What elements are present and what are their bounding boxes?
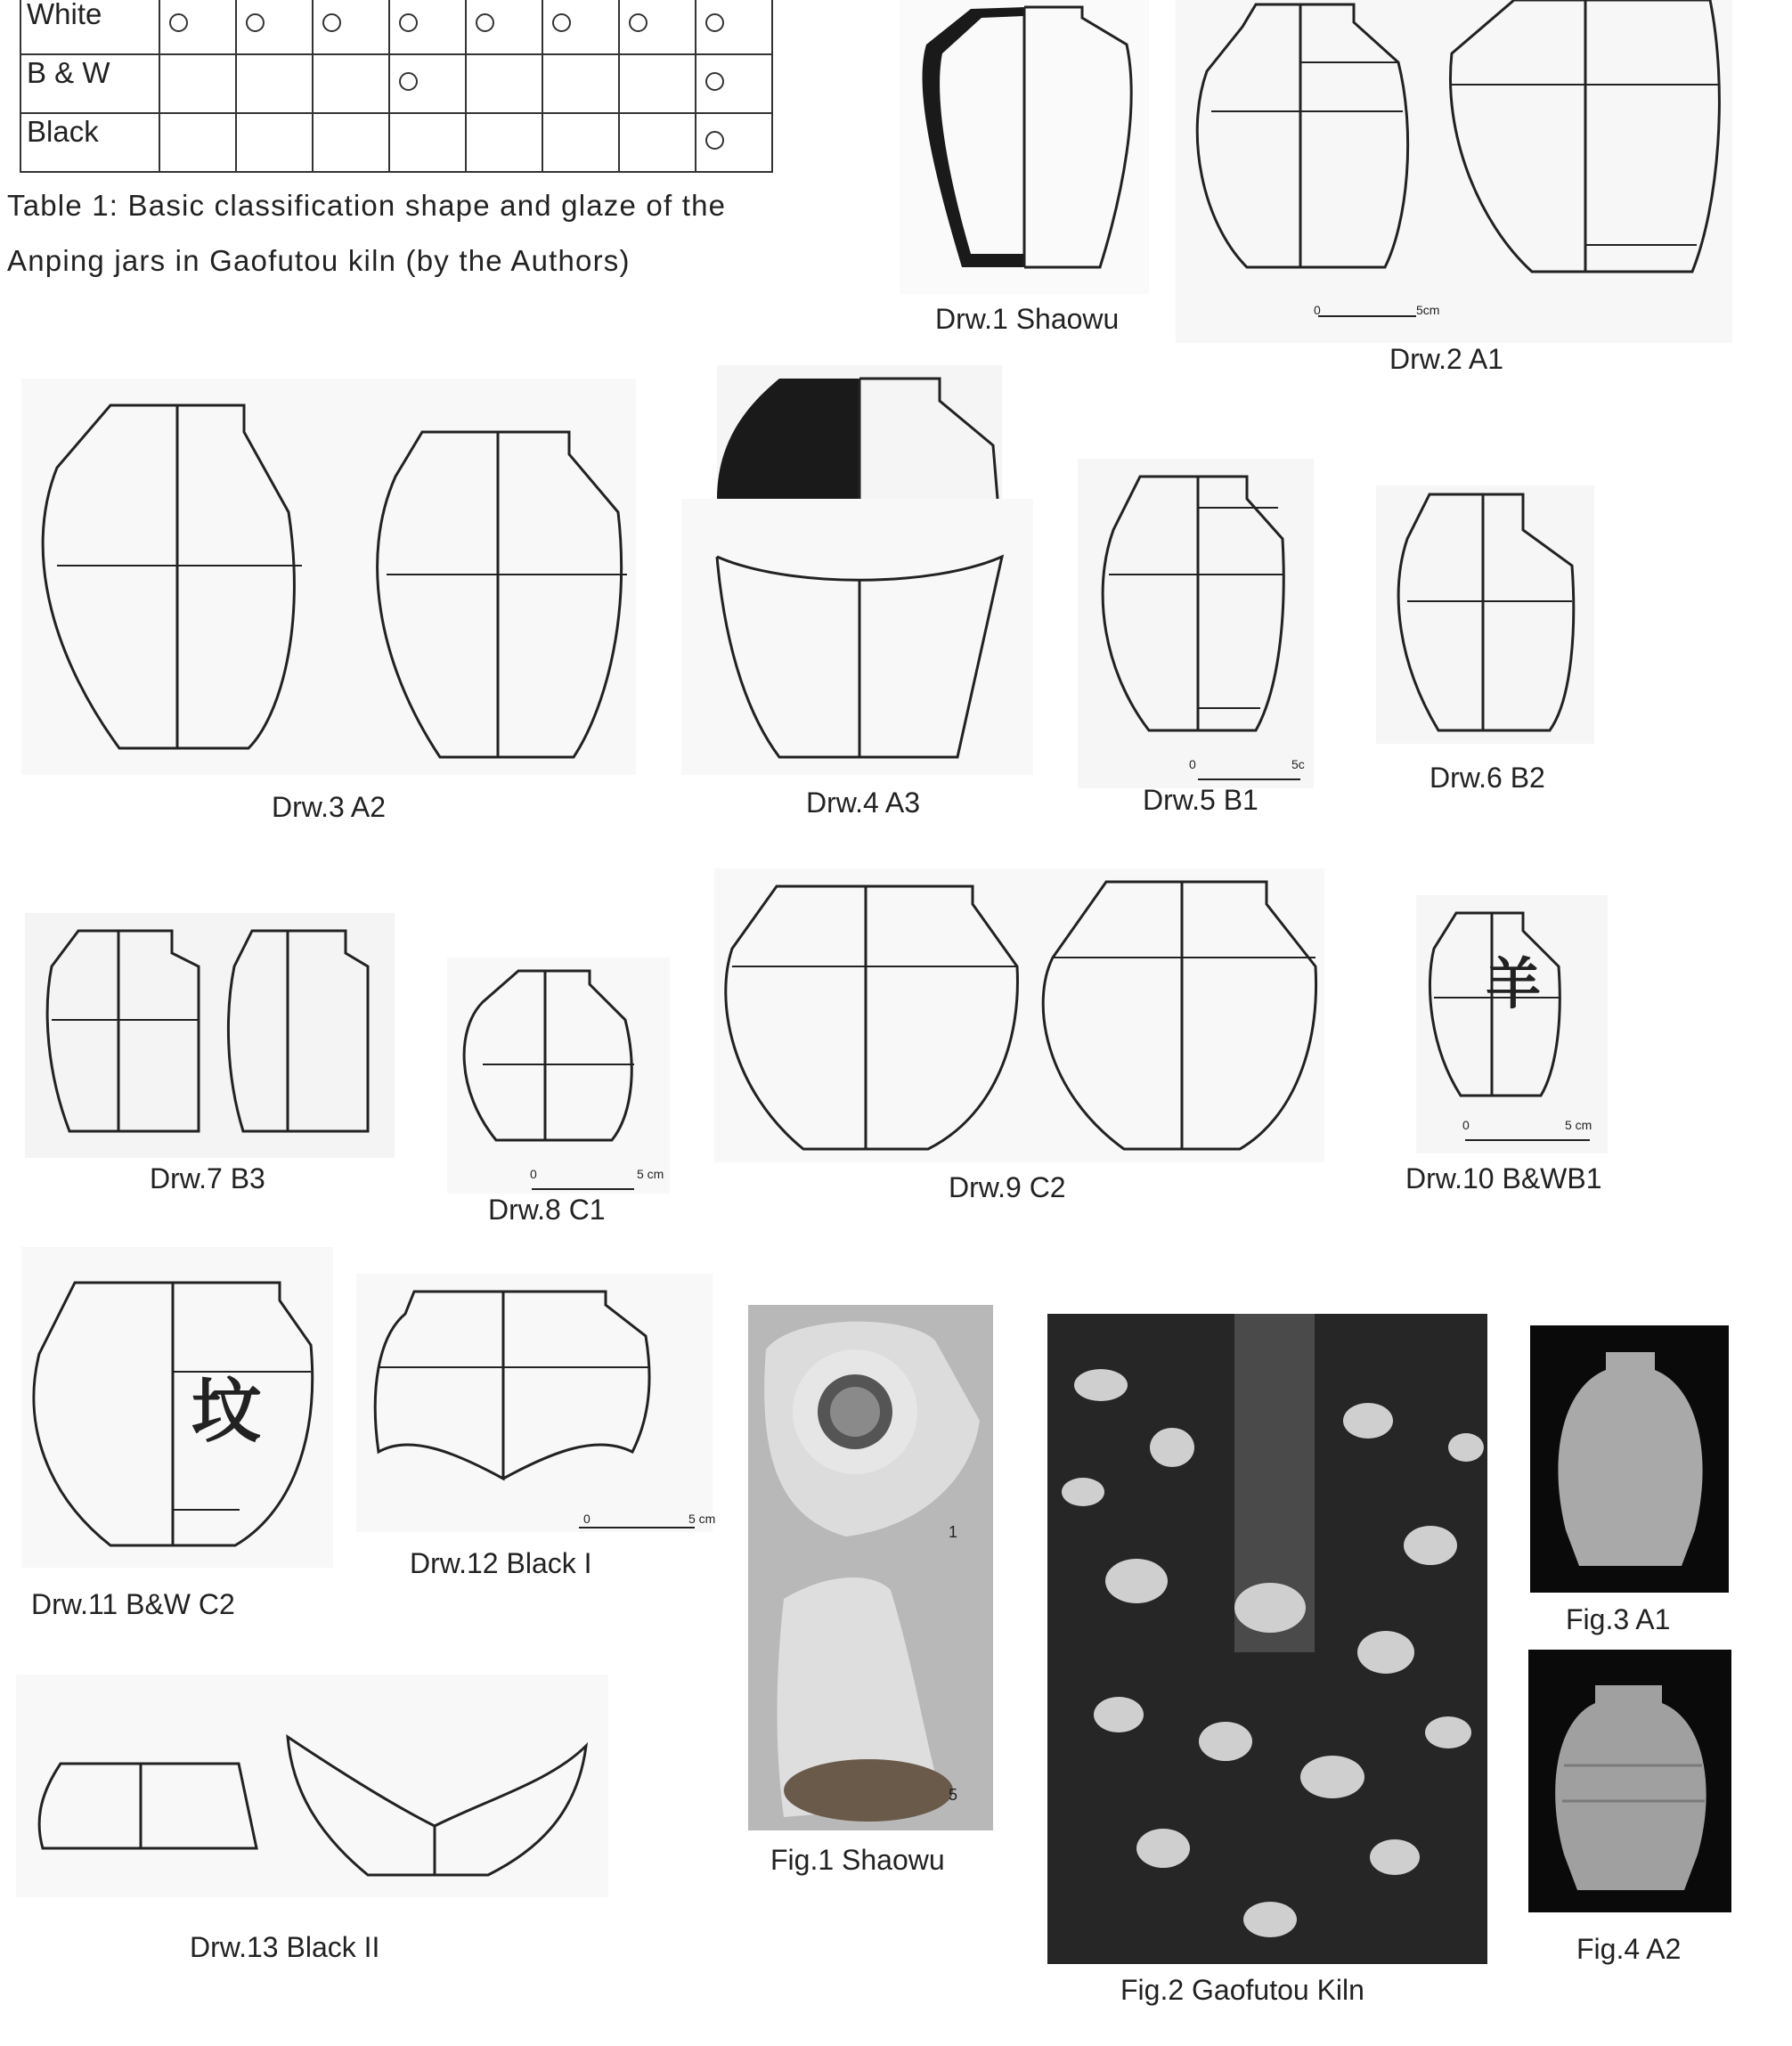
scale-bar-d10-zero: 0 [1462, 1118, 1470, 1132]
table-row [20, 113, 772, 172]
drawing-b3-jars [25, 913, 395, 1158]
scale-bar-d12-end: 5 cm [688, 1512, 716, 1526]
drawing-b2-jar [1376, 485, 1594, 744]
photo-a2-jar [1528, 1650, 1731, 1912]
table-cell [466, 54, 542, 113]
photo-shaowu-shards [748, 1305, 993, 1830]
caption-drw8: Drw.8 C1 [488, 1194, 606, 1226]
caption-drw2: Drw.2 A1 [1389, 343, 1504, 375]
caption-drw5: Drw.5 B1 [1143, 784, 1258, 816]
caption-fig2: Fig.2 Gaofutou Kiln [1120, 1974, 1364, 2006]
scale-bar-d2-zero: 0 [1314, 303, 1321, 317]
table-cell [466, 0, 542, 54]
caption-drw7: Drw.7 B3 [150, 1162, 265, 1194]
caption-fig3: Fig.3 A1 [1566, 1603, 1671, 1635]
scale-bar-d2-end: 5cm [1416, 303, 1440, 317]
shard-label-1: 1 [949, 1523, 958, 1541]
drawing-bw-c2-jar [21, 1247, 333, 1568]
circle-mark-icon [322, 13, 341, 32]
drawing-c2-jars [714, 868, 1324, 1162]
table-cell [159, 0, 236, 54]
table-cell [389, 54, 466, 113]
circle-mark-icon [476, 13, 494, 32]
drawing-b1-jar [1078, 459, 1314, 788]
caption-drw9: Drw.9 C2 [949, 1171, 1066, 1203]
table-cell [159, 113, 236, 172]
table-row [20, 0, 772, 54]
caption-drw10: Drw.10 B&WB1 [1405, 1162, 1602, 1194]
table-cell [696, 0, 772, 54]
caption-drw1: Drw.1 Shaowu [935, 303, 1120, 335]
drawing-c1-jar [447, 958, 670, 1194]
scale-bar-d5-end: 5c [1291, 757, 1305, 771]
table-cell [542, 0, 619, 54]
table-cell [619, 0, 696, 54]
photo-gaofutou-kiln [1047, 1314, 1487, 1964]
caption-drw4: Drw.4 A3 [806, 787, 921, 819]
caption-fig4: Fig.4 A2 [1576, 1933, 1682, 1965]
table-cell [619, 113, 696, 172]
circle-mark-icon [705, 13, 724, 32]
table-cell [696, 54, 772, 113]
table-cell [313, 0, 389, 54]
circle-mark-icon [399, 13, 418, 32]
caption-drw12: Drw.12 Black I [410, 1547, 592, 1579]
circle-mark-icon [552, 13, 571, 32]
table-cell [236, 0, 313, 54]
photo-a1-jar [1530, 1325, 1729, 1593]
glaze-classification-table [20, 0, 773, 173]
circle-mark-icon [629, 13, 648, 32]
circle-mark-icon [705, 72, 724, 91]
drawing-bw-b1-jar [1416, 895, 1608, 1153]
scale-bar-d8-zero: 0 [530, 1167, 537, 1181]
table-cell [696, 113, 772, 172]
drawing-a3-jar [681, 365, 1033, 775]
caption-drw11: Drw.11 B&W C2 [31, 1588, 235, 1620]
drawing-shaowu-jar [900, 0, 1149, 294]
table-cell [619, 54, 696, 113]
table-row-label: Black [20, 113, 159, 172]
table-cell [313, 54, 389, 113]
table-cell [313, 113, 389, 172]
scale-bar-d8-end: 5 cm [637, 1167, 664, 1181]
table-cell [389, 113, 466, 172]
table-cell [389, 0, 466, 54]
table-cell [542, 54, 619, 113]
drawing-black-i-jar [356, 1274, 716, 1532]
caption-drw6: Drw.6 B2 [1430, 762, 1545, 794]
scale-bar-d12-zero: 0 [583, 1512, 591, 1526]
table-caption-line1: Table 1: Basic classification shape and glaze of the [7, 189, 727, 222]
inscription-fen: 坟 [191, 1372, 262, 1450]
caption-fig1: Fig.1 Shaowu [770, 1844, 945, 1876]
table-cell [236, 54, 313, 113]
scale-bar-d10-end: 5 cm [1565, 1118, 1592, 1132]
table-caption [7, 178, 726, 289]
drawing-a2-jars [21, 379, 636, 775]
scale-bar-d5-zero: 0 [1189, 757, 1196, 771]
caption-drw3: Drw.3 A2 [272, 791, 387, 823]
table-row-label: B & W [20, 54, 159, 113]
shard-label-5: 5 [949, 1786, 958, 1804]
circle-mark-icon [246, 13, 265, 32]
table-cell [159, 54, 236, 113]
circle-mark-icon [399, 72, 418, 91]
table-caption-line2: Anping jars in Gaofutou kiln (by the Authors) [7, 244, 631, 277]
circle-mark-icon [169, 13, 188, 32]
drawing-a1-jars [1176, 0, 1732, 343]
drawing-black-ii-jars [16, 1675, 608, 1897]
circle-mark-icon [705, 131, 724, 150]
table-row [20, 54, 772, 113]
table-cell [542, 113, 619, 172]
table-cell [466, 113, 542, 172]
inscription-yang: 羊 [1486, 954, 1542, 1015]
caption-drw13: Drw.13 Black II [190, 1931, 380, 1963]
table-cell [236, 113, 313, 172]
table-row-label: White [20, 0, 159, 54]
